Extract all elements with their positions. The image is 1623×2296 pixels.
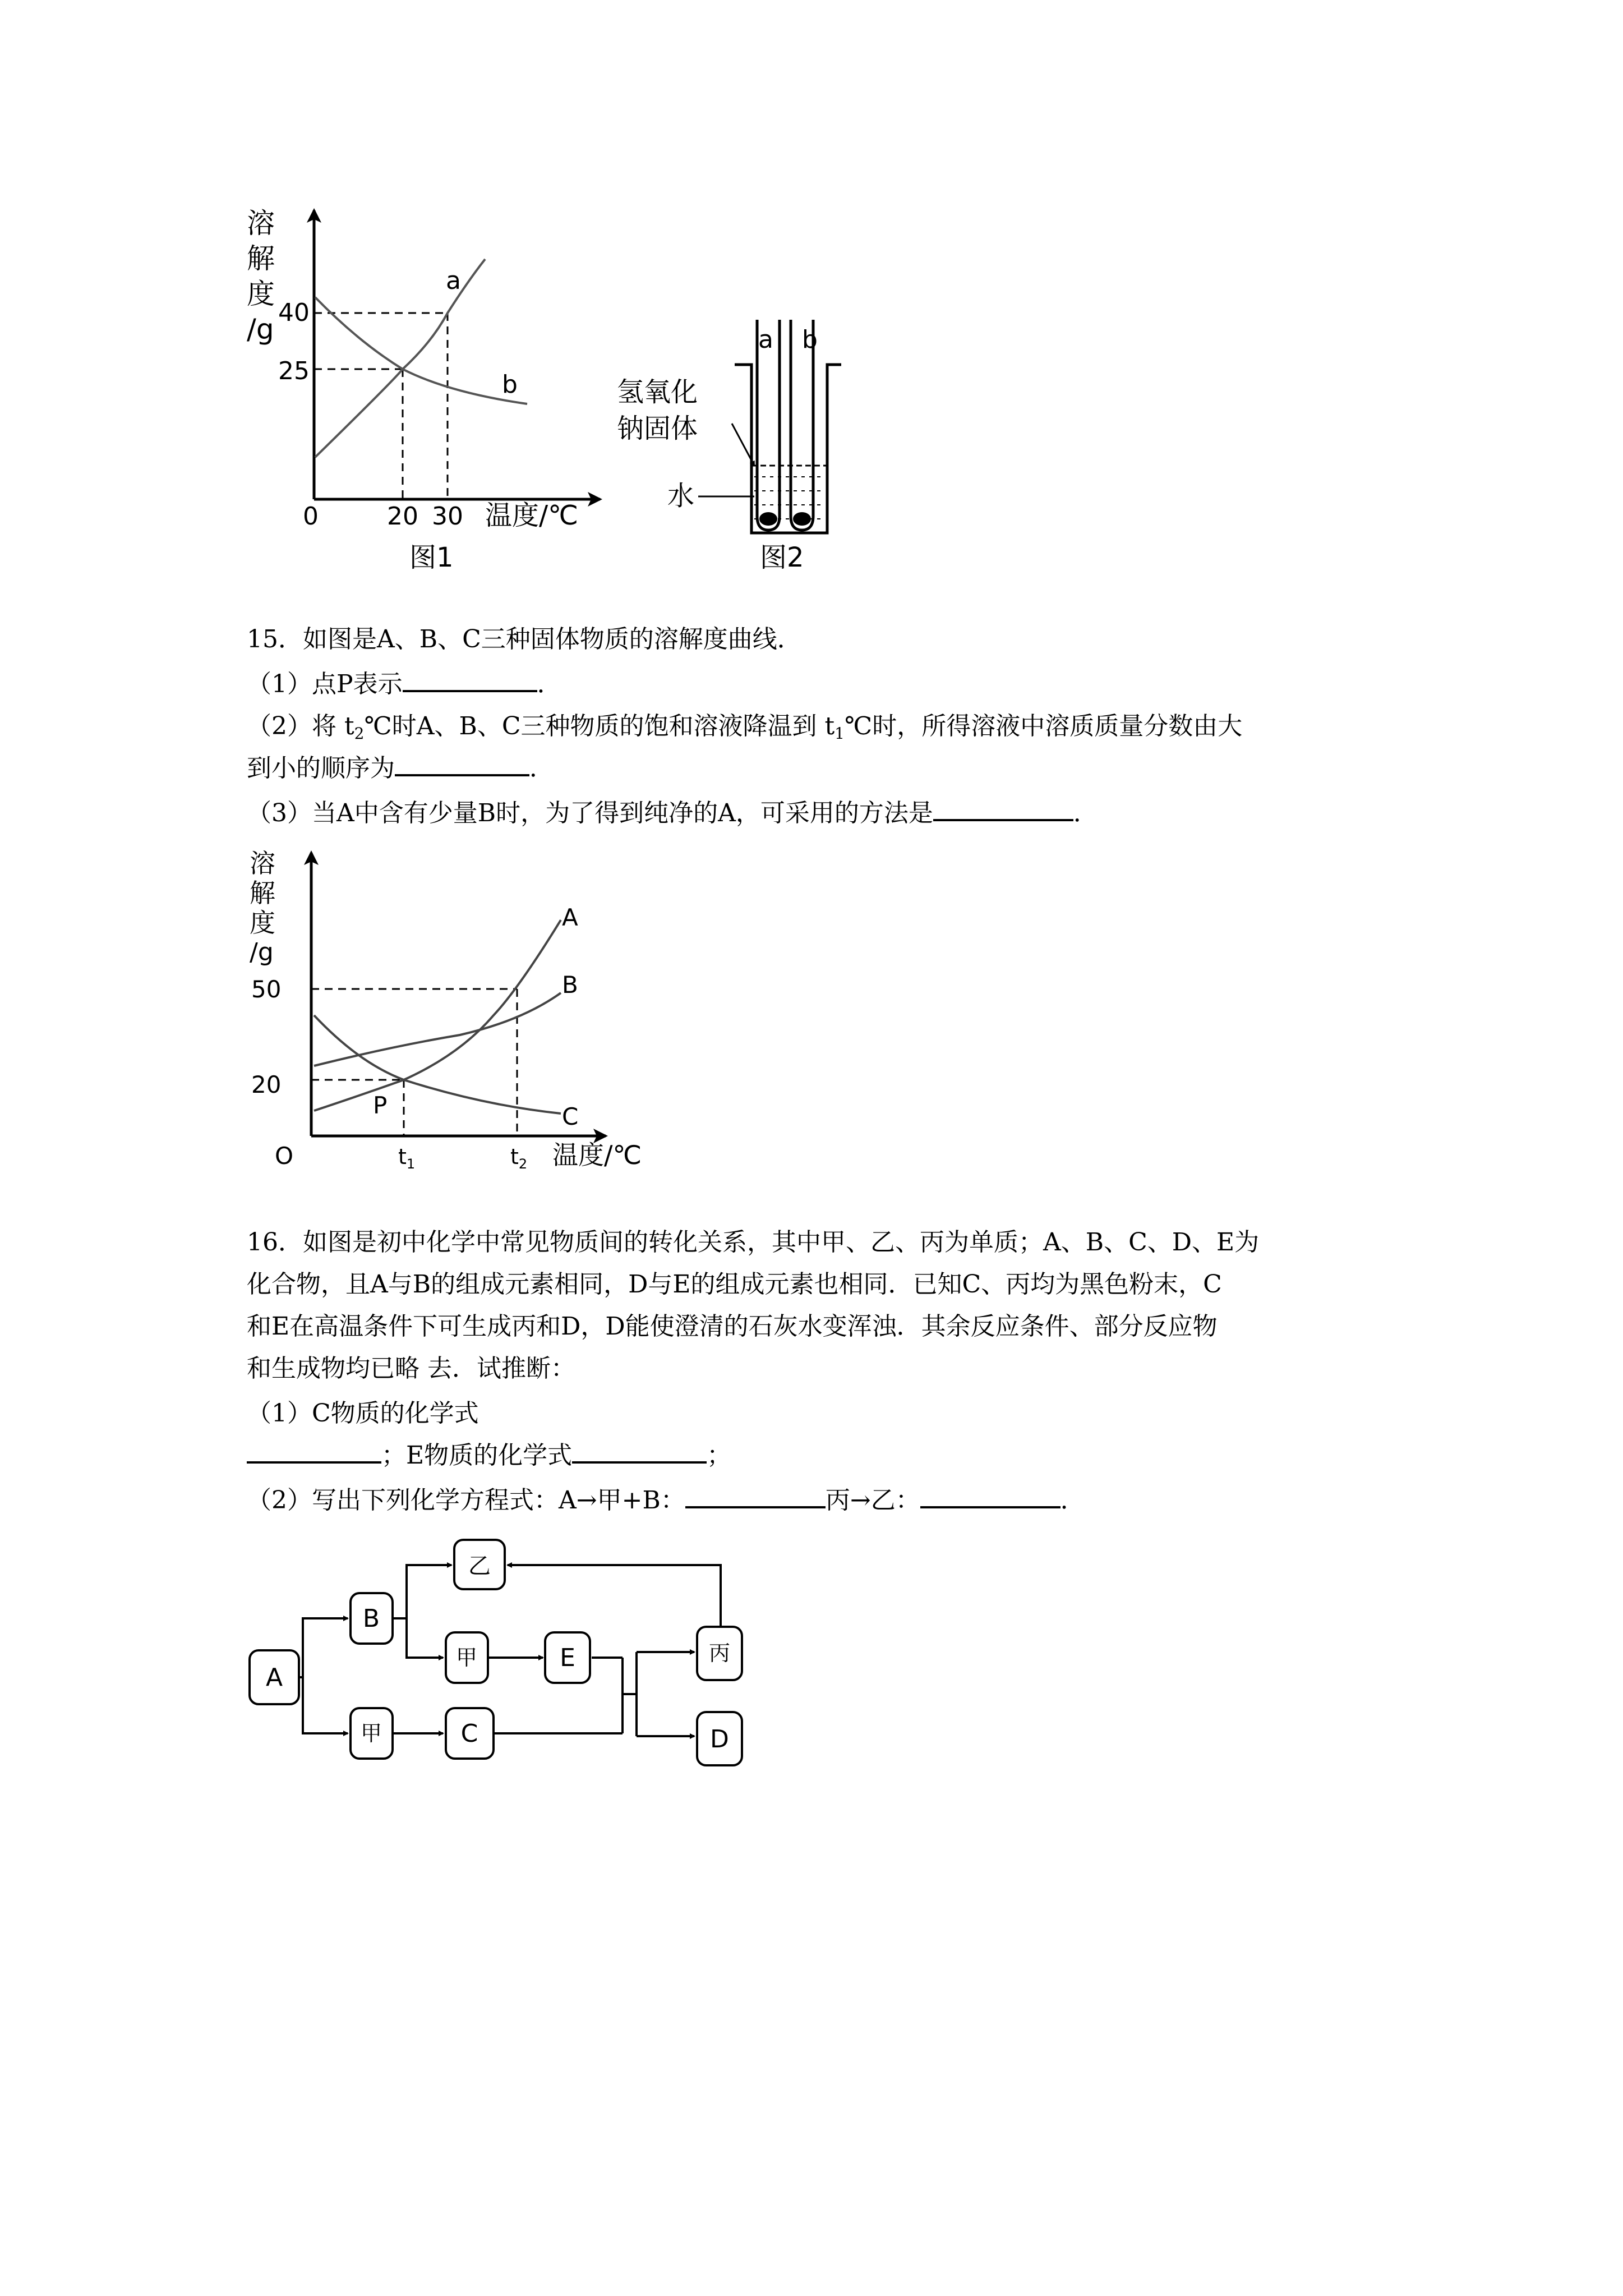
q15-xtick-t1: $t_1$ <box>398 1144 416 1172</box>
svg-text:C: C <box>460 1719 478 1748</box>
fig2-solid-a <box>759 512 777 526</box>
node-B <box>351 1593 393 1644</box>
svg-text:D: D <box>710 1725 729 1754</box>
fig1-label-a: a <box>446 266 461 295</box>
fig1-ylabel-3: 度 <box>247 278 275 310</box>
q16-line3: 和E在高温条件下可生成丙和D，D能使澄清的石灰水变浑浊．其余反应条件、部分反应物 <box>247 1312 1218 1341</box>
q15-ylabel-3: 度 <box>250 908 275 938</box>
fig1-ylabel-4: /g <box>247 313 274 346</box>
q15-blank-1[interactable] <box>403 668 537 692</box>
q15-ylabel-2: 解 <box>250 878 275 908</box>
q15-ytick-50: 50 <box>251 976 282 1003</box>
q15-curve-A <box>314 920 561 1111</box>
q15-blank-3[interactable] <box>933 797 1073 821</box>
fig1-ylabel-2: 解 <box>247 242 275 275</box>
fig1-ytick-25: 25 <box>278 357 310 385</box>
q15-part2-line2: 到小的顺序为 ． <box>247 752 554 785</box>
fig1-label-b: b <box>502 370 518 399</box>
q15-label-C: C <box>562 1103 579 1130</box>
q16-blank-eq1[interactable] <box>685 1484 826 1508</box>
fig2-apparatus <box>617 320 841 573</box>
q15-xtick-t2: $t_2$ <box>510 1144 528 1172</box>
node-C <box>446 1708 494 1759</box>
q16-blank-eq2[interactable] <box>920 1484 1061 1508</box>
q15-origin: O <box>275 1142 294 1170</box>
q15-ytick-20: 20 <box>251 1071 282 1098</box>
q16-line2: 化合物，且A与B的组成元素相同，D与E的组成元素也相同．已知C、丙均为黑色粉末，C <box>247 1270 1222 1299</box>
node-E <box>545 1632 590 1683</box>
q16-part2: （2）写出下列化学方程式：A→甲+B： 丙→乙： ． <box>247 1484 1085 1517</box>
fig2-label-water: 水 <box>667 480 695 512</box>
q15-ylabel-1: 溶 <box>250 848 275 878</box>
node-jia-top <box>446 1632 488 1683</box>
q15-ylabel-4: /g <box>250 938 274 967</box>
fig1-xtick-30: 30 <box>432 502 463 531</box>
q15-label-P: P <box>373 1092 388 1119</box>
q16-line1: 16．如图是初中化学中常见物质间的转化关系，其中甲、乙、丙为单质；A、B、C、D、E为 <box>247 1228 1260 1257</box>
q16-blank-E[interactable] <box>572 1439 707 1464</box>
svg-text:甲: 甲 <box>360 1721 382 1746</box>
svg-text:A: A <box>265 1663 283 1692</box>
fig1-ytick-40: 40 <box>278 298 310 327</box>
q15-part3: （3）当A中含有少量B时，为了得到纯净的A，可采用的方法是 ． <box>247 797 1098 830</box>
q16-part1-line2: ；E物质的化学式 ； <box>247 1439 731 1473</box>
svg-text:甲: 甲 <box>455 1645 478 1670</box>
node-A <box>250 1650 299 1704</box>
q15-part2: （2）将 $t_2℃$时A、B、C三种物质的饱和溶液降温到 $t_1℃$时，所得溶液中溶质质量分数由大 <box>247 712 1243 743</box>
fig1-xtick-0: 0 <box>303 502 319 531</box>
q15-label-B: B <box>562 971 578 999</box>
fig2-tube-label-a: a <box>758 325 773 354</box>
q15-stem: 15．如图是A、B、C三种固体物质的溶解度曲线． <box>247 625 802 654</box>
q15-xlabel: 温度/℃ <box>552 1140 642 1170</box>
q15-chart <box>0 841 729 1189</box>
svg-text:丙: 丙 <box>708 1641 731 1665</box>
fig2-beaker <box>735 365 841 533</box>
fig2-solid-b <box>793 512 811 526</box>
node-bing <box>697 1627 742 1680</box>
svg-text:B: B <box>362 1604 380 1633</box>
q15-part1: （1）点P表示 ． <box>247 668 562 701</box>
q16-blank-C[interactable] <box>247 1439 381 1464</box>
fig2-label-naoh-2: 钠固体 <box>617 413 698 444</box>
fig1-xtick-20: 20 <box>387 502 418 531</box>
q15-label-A: A <box>562 904 578 931</box>
q16-part1: （1）C物质的化学式 <box>247 1399 479 1428</box>
fig1-chart <box>247 207 600 573</box>
q15-curve-B <box>314 993 561 1066</box>
fig2-tube-label-b: b <box>802 325 818 354</box>
svg-text:E: E <box>560 1644 575 1672</box>
q16-diagram <box>0 1526 841 1784</box>
fig1-xlabel: 温度/℃ <box>485 500 579 531</box>
fig1-caption: 图1 <box>409 542 454 573</box>
node-yi <box>454 1540 505 1589</box>
top-figures <box>0 0 1623 595</box>
fig2-label-naoh-1: 氢氧化 <box>617 376 698 408</box>
fig1-ylabel-1: 溶 <box>247 207 275 240</box>
fig2-caption: 图2 <box>760 542 804 573</box>
node-D <box>697 1712 742 1765</box>
node-jia-bottom <box>351 1708 393 1759</box>
q15-blank-2[interactable] <box>395 752 529 776</box>
svg-text:乙: 乙 <box>468 1553 491 1579</box>
q16-line4: 和生成物均已略 去．试推断： <box>247 1354 575 1383</box>
